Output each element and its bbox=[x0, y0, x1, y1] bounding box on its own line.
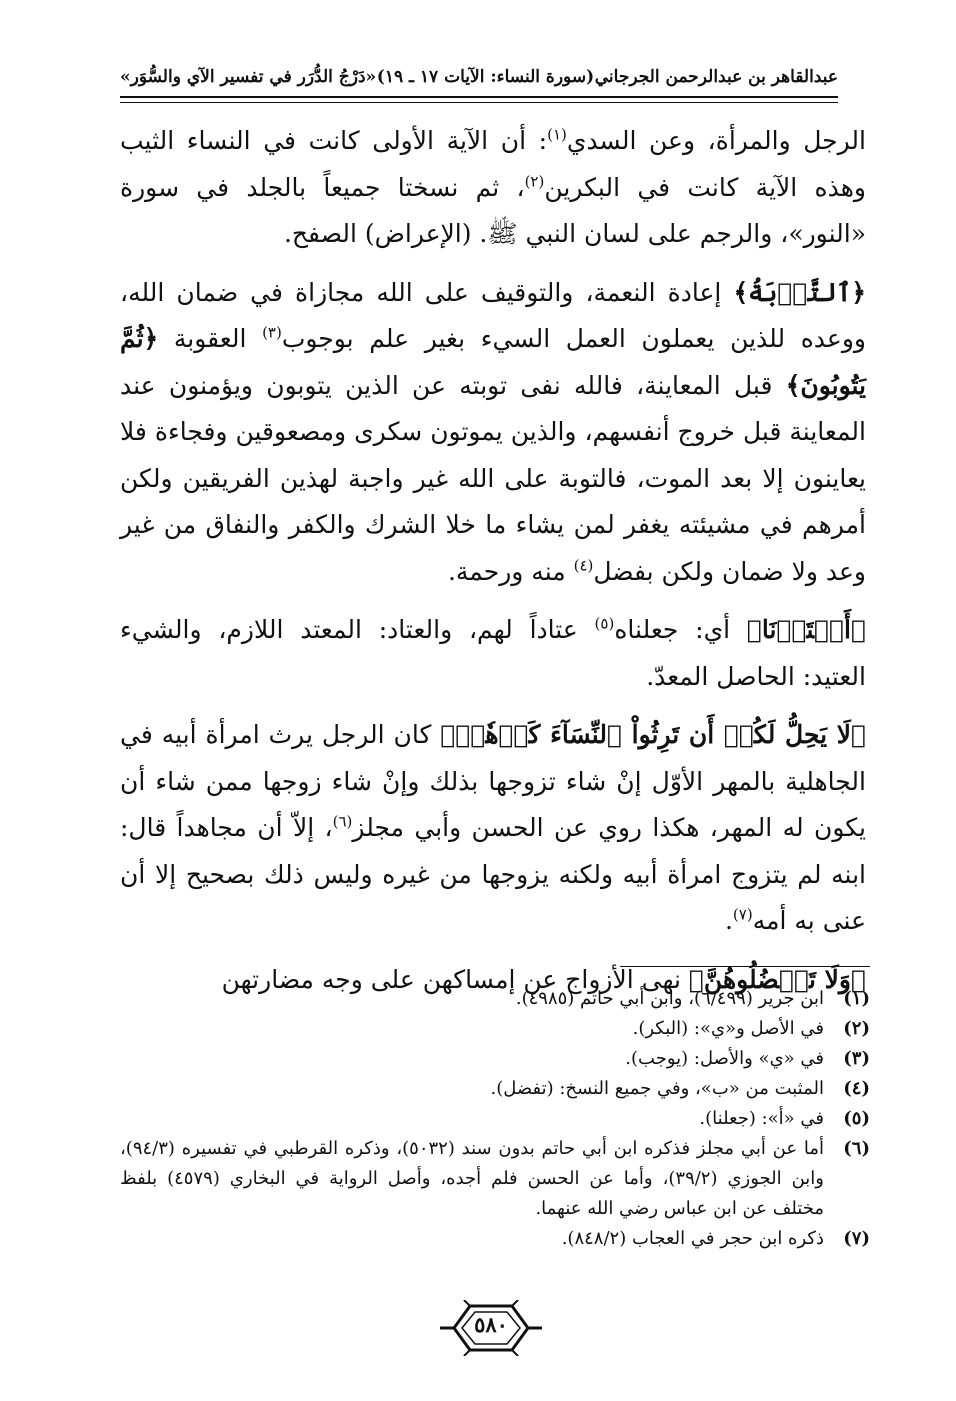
paragraph-text: الرجل والمرأة، وعن السدي bbox=[566, 126, 866, 155]
paragraph-text: كان الرجل يرث امرأة أبيه في الجاهلية بالمهر الأوّل إنْ شاء تزوجها بذلك وإنْ شاء زوجها ممن شاء أن يكون له المهر، هكذا روي عن الحسن وأبي مجلز bbox=[120, 720, 867, 842]
running-header bbox=[120, 62, 838, 92]
footnote-text: في الأصل و«ي»: (البكر). bbox=[632, 1018, 824, 1039]
footnote-item bbox=[120, 1074, 870, 1104]
footnote-marker: (٤) bbox=[573, 556, 594, 575]
paragraph-text: قبل المعاينة، فالله نفى توبته عن الذين يتوبون ويؤمنون عند المعاينة قبل خروج أنفسهم، والذين يموتون سكرى ومصعوقين وفجاءة فلا يعاينون إلا بعد الموت، فالتوبة على الله غير واجبة لهذين الفريقين ولكن أمرهم في مشيئته يغفر لمن يشاء ما خلا الشرك والكفر والنفاق من غير وعد ولا ضمان ولكن بفضل bbox=[120, 370, 866, 586]
footnote-marker: (٧) bbox=[732, 905, 753, 924]
footnote-marker: (٣) bbox=[262, 323, 282, 342]
footnote-number: (١) bbox=[843, 988, 870, 1009]
quran-quote: ﴿أَعۡتَدۡنَا﴾ bbox=[746, 615, 866, 644]
footnote-number: (٤) bbox=[843, 1078, 870, 1099]
paragraph bbox=[120, 118, 866, 258]
page-number-ornament bbox=[436, 1300, 546, 1356]
footnote-text: ابن جرير (٦/٤٩٩)، وابن أبي حاتم (٤٩٨٥). bbox=[515, 988, 824, 1009]
footnote-text: المثبت من «ب»، وفي جميع النسخ: (تفضل). bbox=[490, 1078, 824, 1099]
header-book-title: «دَرْجُ الدُّرَر في تفسير الآي والسُّوَر» bbox=[120, 67, 377, 87]
paragraph-text: ، إلاّ أن مجاهداً قال: ابنه لم يتزوج امرأة أبيه ولكنه يزوجها من غيره وليس ذلك بصحيح إلا أن عنى به أمه bbox=[120, 813, 866, 935]
paragraph-text: العقوبة bbox=[158, 324, 263, 353]
footnote-number: (٧) bbox=[843, 1228, 870, 1249]
quran-quote: ﴿ٱلتَّوۡبَةُ﴾ bbox=[733, 277, 866, 307]
footnote-item bbox=[120, 984, 870, 1014]
page-number: ٥٨٠ bbox=[474, 1312, 508, 1337]
footnote-number: (٥) bbox=[843, 1108, 870, 1129]
paragraph-text: . bbox=[724, 906, 733, 935]
footnote-item bbox=[120, 1224, 870, 1254]
footnote-marker: (٢) bbox=[524, 172, 545, 191]
footnote-number: (٢) bbox=[843, 1018, 870, 1039]
footnote-item bbox=[120, 1044, 870, 1074]
footnote-text: في «أ»: (جعلنا). bbox=[699, 1108, 824, 1129]
footnote-item bbox=[120, 1014, 870, 1044]
main-text bbox=[120, 118, 866, 1015]
paragraph-text: منه ورحمة. bbox=[447, 556, 574, 586]
header-section: (سورة النساء: الآيات ١٧ ـ ١٩) bbox=[376, 67, 595, 87]
footnote-text: ذكره ابن حجر في العجاب (٨٤٨/٢). bbox=[561, 1228, 824, 1249]
paragraph-text: أي: جعلناه bbox=[614, 615, 747, 644]
quran-quote: ﴿وَلَا تَعۡضُلُوهُنَّ﴾ bbox=[688, 964, 866, 994]
footnote-text: أما عن أبي مجلز فذكره ابن أبي حاتم بدون سند (٥٠٣٢)، وذكره القرطبي في تفسيره (٩٤/٣)، وابن الجوزي (٣٩/٢)، وأما عن الحسن فلم أجده، وأصل الرواية في البخاري (٤٥٧٩) بلفظ مختلف عن ابن عباس رضي الله عنهما. bbox=[120, 1138, 824, 1219]
paragraph-text: ، ثم نسختا جميعاً بالجلد في سورة «النور»، والرجم على لسان النبي ﷺ. (الإعراض) الصفح. bbox=[120, 172, 866, 248]
paragraph-text: عتاداً لهم، والعتاد: المعتد اللازم، والشيء العتيد: الحاصل المعدّ. bbox=[120, 615, 866, 691]
footnote-text: في «ي» والأصل: (يوجب). bbox=[625, 1048, 824, 1069]
footnote-item bbox=[120, 1104, 870, 1134]
paragraph-text: نهى الأزواج عن إمساكهن على وجه مضارتهن bbox=[221, 964, 689, 994]
footnotes bbox=[120, 984, 870, 1254]
quran-quote: ﴿لَا يَحِلُّ لَكُمۡ أَن تَرِثُواْ ٱلنِّسَآءَ كَرۡهٗاۖ﴾ bbox=[440, 720, 866, 749]
quran-quote: ﴿ثُمَّ يَتُوبُونَ﴾ bbox=[120, 324, 866, 400]
header-rule bbox=[120, 96, 838, 103]
footnote-number: (٣) bbox=[843, 1048, 870, 1069]
paragraph-text: إعادة النعمة، والتوقيف على الله مجازاة في ضمان الله، ووعده للذين يعملون العمل السيء بغير علم بوجوب bbox=[120, 277, 866, 353]
footnote-item bbox=[120, 1134, 870, 1224]
paragraph bbox=[120, 270, 866, 596]
footnote-marker: (٥) bbox=[594, 614, 615, 633]
footnote-marker: (١) bbox=[547, 125, 567, 144]
paragraph bbox=[120, 712, 866, 945]
footnote-separator bbox=[620, 966, 870, 967]
paragraph bbox=[120, 607, 866, 700]
footnote-number: (٦) bbox=[843, 1138, 870, 1159]
paragraph-text: : أن الآية الأولى كانت في النساء الثيب وهذه الآية كانت في البكرين bbox=[120, 126, 866, 202]
footnote-marker: (٦) bbox=[332, 812, 353, 831]
header-author: عبدالقاهر بن عبدالرحمن الجرجاني bbox=[594, 67, 838, 87]
